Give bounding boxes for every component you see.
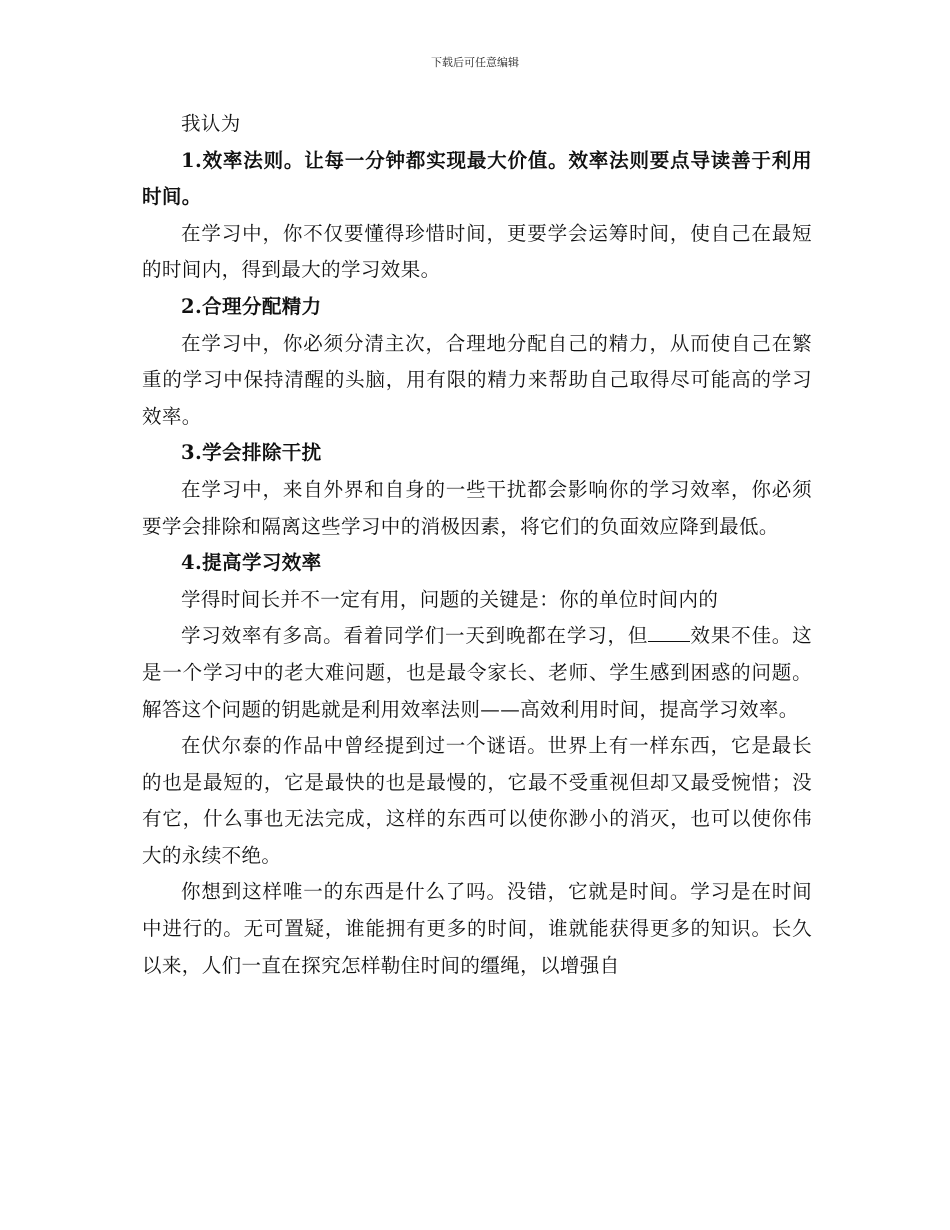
- body-paragraph: 在学习中，来自外界和自身的一些干扰都会影响你的学习效率，你必须要学会排除和隔离这些学习中的消极因素，将它们的负面效应降到最低。: [142, 477, 812, 538]
- page-header: 下载后可任意编辑: [431, 56, 519, 69]
- body-paragraph: 你想到这样唯一的东西是什么了吗。没错，它就是时间。学习是在时间中进行的。无可置疑，谁能拥有更多的时间，谁就能获得更多的知识。长久以来，人们一直在探究怎样勒住时间的缰绳，以增强自: [142, 880, 812, 977]
- section-heading-2: 2.合理分配精力: [181, 294, 322, 318]
- paragraph-part: 效果不佳。这是一个学习中的老大难问题，也是最令家长、老师、学生感到困惑的问题。解答这个问题的钥匙就是利用效率法则——高效利用时间，提高学习效率。: [142, 624, 813, 721]
- section-heading-3: 3.学会排除干扰: [181, 441, 322, 465]
- section-heading-1: 1.效率法则。让每一分钟都实现最大价值。效率法则要点导读善于利用时间。: [142, 148, 812, 209]
- paragraph-part: 学习效率有多高。看着同学们一天到晚都在学习，但: [181, 624, 649, 648]
- body-paragraph: 在伏尔泰的作品中曾经提到过一个谜语。世界上有一样东西，它是最长的也是最短的，它是最快的也是最慢的，它最不受重视但却又最受惋惜；没有它，什么事也无法完成，这样的东西可以使你渺小的消灭，也可以使你伟大的永续不绝。: [142, 734, 812, 867]
- intro-paragraph: 我认为: [181, 112, 241, 135]
- body-paragraph-with-blank: [142, 618, 812, 728]
- fill-in-blank: [648, 640, 690, 642]
- body-paragraph: 在学习中，你必须分清主次，合理地分配自己的精力，从而使自己在繁重的学习中保持清醒的头脑，用有限的精力来帮助自己取得尽可能高的学习效率。: [142, 331, 812, 428]
- section-heading-4: 4.提高学习效率: [181, 551, 322, 575]
- body-paragraph: 在学习中，你不仅要懂得珍惜时间，更要学会运筹时间，使自己在最短的时间内，得到最大的学习效果。: [142, 221, 812, 282]
- document-body: [142, 106, 812, 984]
- body-paragraph: 学得时间长并不一定有用，问题的关键是：你的单位时间内的: [181, 587, 719, 611]
